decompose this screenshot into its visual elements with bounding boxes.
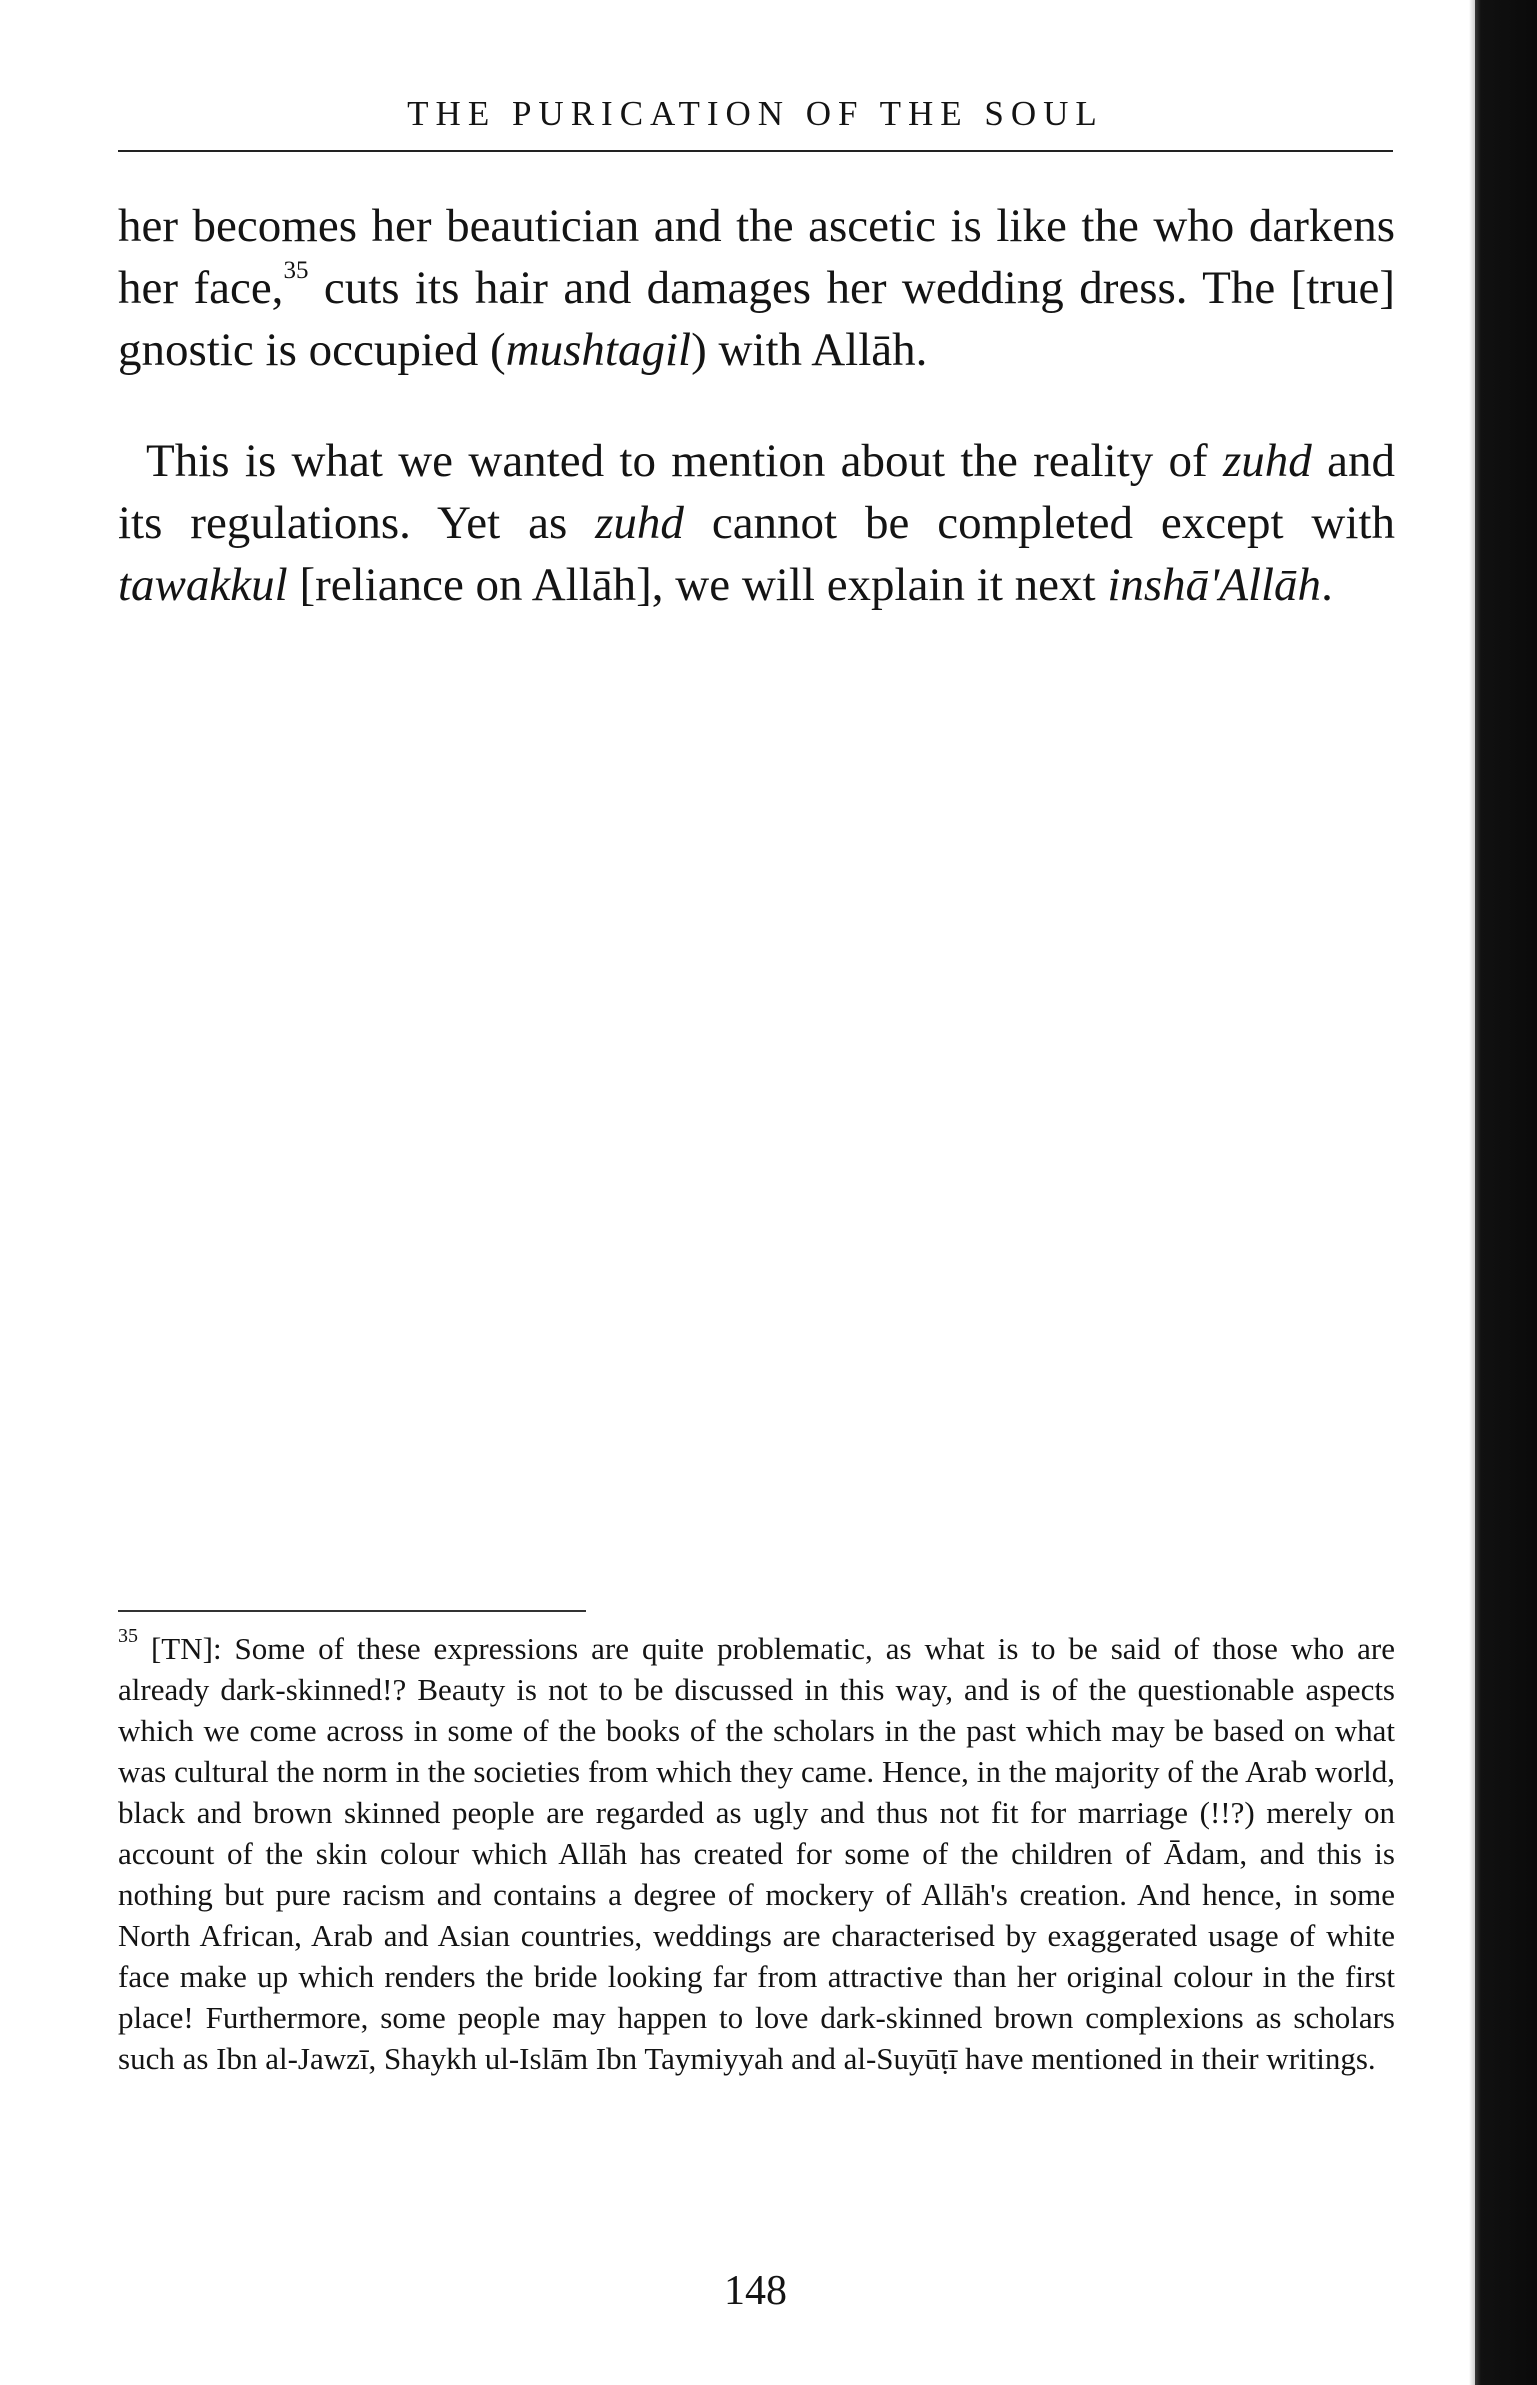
- p1-part-a: her becomes her beautician and the ascetic is like the who darkens her face,: [118, 200, 1395, 314]
- p1-part-c: ) with Allāh.: [691, 324, 928, 376]
- paragraph-1: [118, 195, 1395, 381]
- paragraph-2-text: [118, 430, 1395, 616]
- p2-part-b: and its regulations. Yet as: [118, 435, 1395, 549]
- p2-part-a: This is what we wanted to mention about the reality of: [146, 435, 1224, 487]
- header-rule: [118, 150, 1393, 152]
- footnote-number: 35: [118, 1625, 138, 1647]
- p2-part-c: cannot be completed except with: [683, 497, 1395, 549]
- footnote-body: [TN]: Some of these expressions are quite problematic, as what is to be said of those who are already dark-skinned!? Beauty is not to be discussed in this way, and is of the questionable aspects which we come across in some of the books of the scholars in the past which may be based on what was cultural the norm in the societies from which they came. Hence, in the majority of the Arab world, black and brown skinned people are regarded as ugly and thus not fit for marriage (!!?) merely on account of the skin colour which Allāh has created for some of the children of Ādam, and this is nothing but pure racism and contains a degree of mockery of Allāh's creation. And hence, in some North African, Arab and Asian countries, weddings are characterised by exaggerated usage of white face make up which renders the bride looking far from attractive than her original colour in the first place! Furthermore, some people may happen to love dark-skinned brown complexions as scholars such as Ibn al-Jawzī, Shaykh ul-Islām Ibn Taymiyyah and al-Suyūṭī have mentioned in their writings.: [118, 1631, 1395, 2076]
- p2-part-e: .: [1321, 559, 1333, 611]
- footnote-text: [118, 1625, 1395, 2079]
- page-number: 148: [724, 2268, 787, 2314]
- p2-part-d: [reliance on Allāh], we will explain it next: [287, 559, 1108, 611]
- footnote-35: [118, 1625, 1395, 2079]
- footnote-rule: [118, 1610, 586, 1612]
- running-head: THE PURICATION OF THE SOUL: [407, 94, 1104, 133]
- paragraph-2: [118, 430, 1395, 616]
- term-zuhd-2: zuhd: [595, 497, 684, 549]
- term-zuhd-1: zuhd: [1223, 435, 1312, 487]
- book-spine-shadow: [1475, 0, 1537, 2385]
- term-tawakkul: tawakkul: [118, 559, 288, 611]
- term-mushtagil: mushtagil: [505, 324, 692, 376]
- term-inshaallah: inshā'Allāh: [1107, 559, 1322, 611]
- p1-part-b: cuts its hair and damages her wedding dress. The [true] gnostic is occupied (: [118, 262, 1396, 376]
- paragraph-1-text: [118, 195, 1395, 381]
- footnote-ref-35[interactable]: 35: [283, 257, 309, 284]
